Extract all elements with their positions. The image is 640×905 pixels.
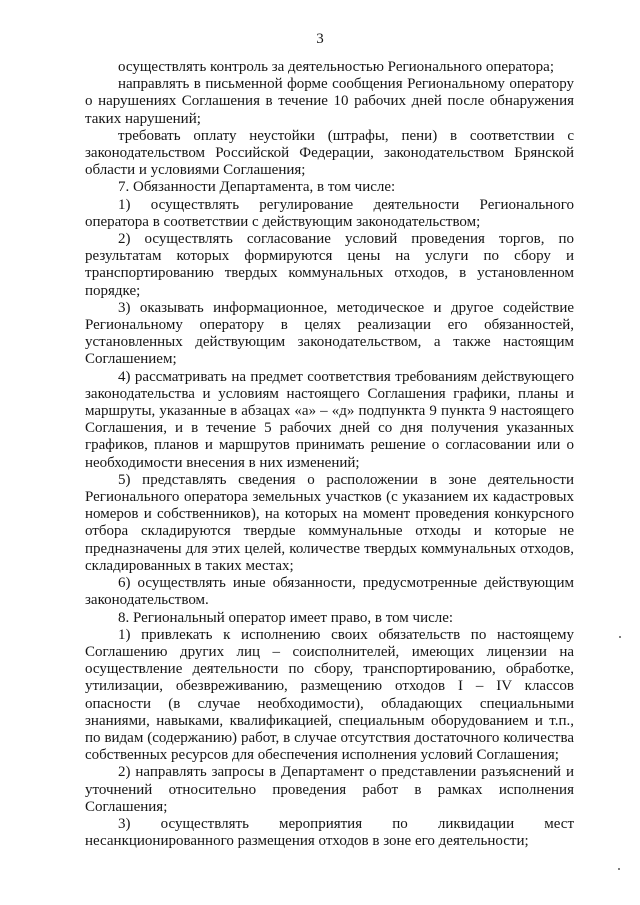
page-number: 3 <box>316 31 324 47</box>
paragraph: 2) направлять запросы в Департамент о представлении разъяснений и уточнений относительно проведения работ в рамках исполнения Соглашения; <box>85 764 574 815</box>
paragraph: 1) привлекать к исполнению своих обязательств по настоящему Соглашению других лиц – соисполнителей, имеющих лицензии на осуществление деятельности по сбору, транспортированию, обработке, утилизации, обезвреживанию, размещению отходов I – IV классов опасности (в случае необходимости), обладающих специальными знаниями, навыками, квалификацией, специальным оборудованием и т.п., по видам (содержанию) работ, в случае отсутствия достаточного количества собственных ресурсов для обеспечения исполнения условий Соглашения; <box>85 626 574 764</box>
paragraph: 6) осуществлять иные обязанности, предусмотренные действующим законодательством. <box>85 575 574 609</box>
paragraph: направлять в письменной форме сообщения Региональному оператору о нарушениях Соглашения в течение 10 рабочих дней после обнаружения таких нарушений; <box>85 76 574 127</box>
section-heading: 8. Региональный оператор имеет право, в том числе: <box>118 609 454 626</box>
paragraph: 2) осуществлять согласование условий проведения торгов, по результатам которых формируются цены на услуги по сбору и транспортированию твердых коммунальных отходов, в установленном порядке; <box>85 231 574 299</box>
paragraph: осуществлять контроль за деятельностью Регионального оператора; <box>118 59 555 75</box>
scan-speck <box>618 868 620 870</box>
document-body <box>85 59 574 850</box>
paragraph: 3) оказывать информационное, методическое и другое содействие Региональному оператору в целях реализации его обязанностей, установленных действующим законодательством, а также настоящим Соглашением; <box>85 299 574 368</box>
scan-speck <box>619 636 621 638</box>
paragraph: 1) осуществлять регулирование деятельности Регионального оператора в соответствии с действующим законодательством; <box>85 196 574 230</box>
paragraph: 3) осуществлять мероприятия по ликвидации мест несанкционированного размещения отходов в зоне его деятельности; <box>85 815 574 850</box>
paragraph: требовать оплату неустойки (штрафы, пени) в соответствии с законодательством Российской Федерации, законодательством Брянской области и условиями Соглашения; <box>85 127 574 179</box>
paragraph: 4) рассматривать на предмет соответствия требованиям действующего законодательства и условиям настоящего Соглашения графики, планы и маршруты, указанные в абзацах «а» – «д» подпункта 9 пункта 9 настоящего Соглашения, и в течение 5 рабочих дней со дня получения указанных графиков, планов и маршрутов принимать решение о согласовании или о необходимости внесения в них изменений; <box>85 368 574 471</box>
paragraph: 5) представлять сведения о расположении в зоне деятельности Регионального оператора земельных участков (с указанием их кадастровых номеров и собственников), на которых на момент проведения конкурсного отбора складируются твердые коммунальные отходы и которые не предназначены для этих целей, количестве твердых коммунальных отходов, складированных в таких местах; <box>85 471 574 574</box>
section-heading: 7. Обязанности Департамента, в том числе: <box>118 179 396 196</box>
